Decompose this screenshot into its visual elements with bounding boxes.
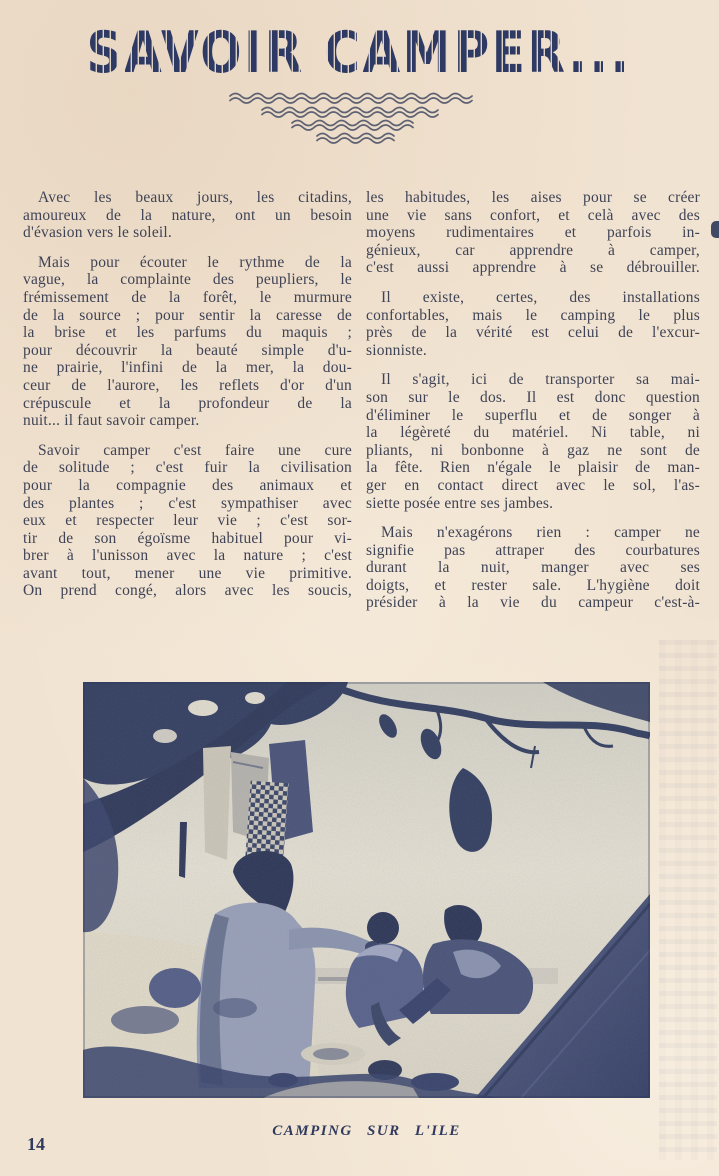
text-line: amoureux de la nature, ont un besoin (23, 206, 352, 224)
text-line: signifie pas attraper des courbatures (366, 541, 700, 559)
photo-figure (83, 682, 650, 1140)
text-line: nuit... il faut savoir camper. (23, 412, 200, 430)
page-number: 14 (27, 1134, 45, 1154)
text-line: près de la vérité est celui de l'excur- (366, 324, 700, 342)
text-line: la brise et les parfums du maquis ; (23, 324, 352, 342)
page-header (0, 0, 719, 158)
text-line: ne prairie, l'infini de la mer, la dou- (23, 359, 352, 377)
text-line: eux et respecter leur vie ; c'est sor- (23, 512, 352, 530)
text-line: présider à la vie du campeur c'est-à- (366, 594, 700, 612)
text-line: des plantes ; c'est sympathiser avec (23, 494, 352, 512)
text-line: pour la compagnie des animaux et (23, 476, 352, 494)
photo-grain (83, 682, 650, 1098)
paragraph (23, 254, 352, 430)
ink-blot (711, 221, 719, 238)
text-line: moyens rudimentaires et parfois in- (366, 224, 700, 242)
text-line: siette posée entre ses jambes. (366, 494, 554, 512)
text-line: de la source ; pour sentir la caresse de (23, 306, 352, 324)
text-line: confortables, mais le camping le plus (366, 306, 700, 324)
text-line: de solitude ; c'est fuir la civilisation (23, 459, 352, 477)
wave-line (292, 121, 413, 126)
text-line: son sur le dos. Il est donc question (366, 388, 700, 406)
paragraph (23, 442, 352, 600)
wave-ornament (230, 94, 472, 144)
text-line: d'évasion vers le soleil. (23, 224, 172, 242)
text-line: crépuscule et la profondeur de la (23, 394, 352, 412)
text-line: tir de son égoïsme habituel pour vi- (23, 529, 352, 547)
text-line: brer à l'unisson avec la nature ; c'est (23, 547, 352, 565)
text-line: frémissement de la forêt, le murmure (23, 288, 352, 306)
paragraph (366, 189, 700, 277)
text-line: doigts, et rester sale. L'hygiène doit (366, 576, 700, 594)
article-body (23, 189, 700, 624)
column-right (366, 189, 700, 624)
text-line: ger en contact direct avec le sol, l'as- (366, 476, 700, 494)
text-line: pour découvrir la beauté simple d'u- (23, 341, 352, 359)
text-line: une vie sans confort, et celà avec des (366, 206, 700, 224)
text-line: vague, la complainte des peupliers, le (23, 271, 352, 289)
paragraph (366, 524, 700, 612)
showthrough-texture (659, 640, 717, 1160)
text-line: génieux, car apprendre à camper, (366, 241, 700, 259)
camp-photo (83, 682, 650, 1098)
text-line: Mais n'exagérons rien : camper ne (381, 524, 700, 542)
paragraph (366, 371, 700, 512)
photo-caption: CAMPING SUR L'ILE (272, 1123, 461, 1139)
paragraph (366, 289, 700, 359)
text-line: ceur de l'aurore, les reflets d'or d'un (23, 376, 352, 394)
text-line: Il s'agit, ici de transporter sa mai- (381, 371, 700, 389)
text-line: la fête. Rien n'égale le plaisir de man- (366, 459, 700, 477)
column-left (23, 189, 352, 624)
wave-line (317, 134, 394, 139)
text-line: la légèreté du matériel. Ni table, ni (366, 424, 700, 442)
text-line: c'est aussi apprendre à se débrouiller. (366, 259, 700, 277)
text-line: Mais pour écouter le rythme de la (38, 253, 352, 271)
text-line: On prend congé, alors avec les soucis, (23, 582, 352, 600)
paragraph (23, 189, 352, 242)
text-line: d'éliminer le superflu et de songer à (366, 406, 700, 424)
text-line: sionniste. (366, 341, 427, 359)
text-line: avant tout, mener une vie primitive. (23, 564, 352, 582)
text-line: Avec les beaux jours, les citadins, (38, 189, 352, 206)
page-title: SAVOIR CAMPER... (86, 20, 632, 86)
text-line: les habitudes, les aises pour se créer (366, 189, 700, 206)
text-line: pliants, ni bonbonne à gaz ne sont de (366, 441, 700, 459)
text-line: Savoir camper c'est faire une cure (38, 441, 352, 459)
text-line: Il existe, certes, des installations (381, 288, 700, 306)
text-line: durant la nuit, manger avec ses (366, 559, 700, 577)
